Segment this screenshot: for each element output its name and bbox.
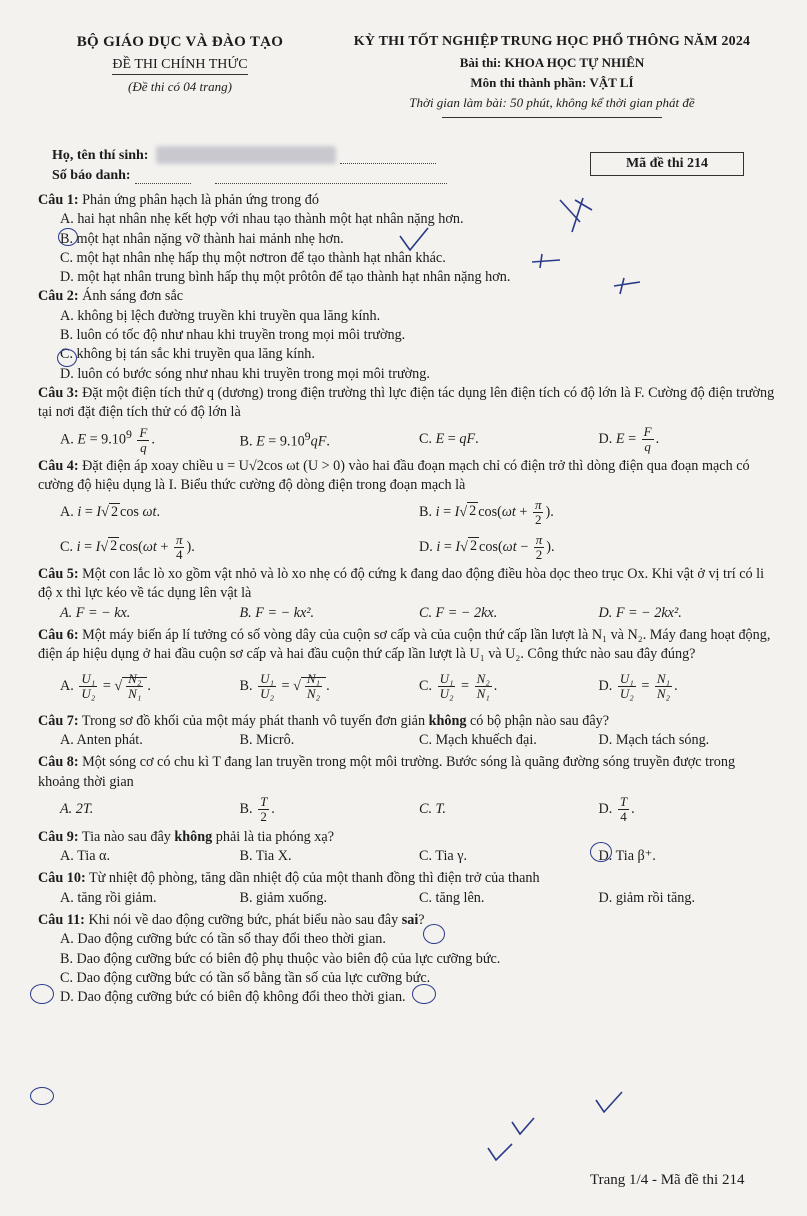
option-7d: D. Mạch tách sóng.: [598, 731, 710, 748]
check-mark-icon: [596, 1092, 622, 1112]
option-1d: D. một hạt nhân trung bình hấp thụ một prôtôn để tạo thành hạt nhân nặng hơn.: [60, 269, 511, 286]
question-number: Câu 8:: [38, 754, 79, 771]
question-text: Phản ứng phân hạch là phản ứng trong đó: [82, 192, 319, 208]
candidate-name-label: Họ, tên thí sinh:: [52, 148, 149, 163]
ministry-name: BỘ GIÁO DỤC VÀ ĐÀO TẠO: [76, 34, 284, 50]
question-4: [38, 457, 778, 496]
question-7: [38, 712, 778, 731]
official-label: ĐỀ THI CHÍNH THỨC: [112, 57, 247, 75]
option-2a: A. không bị lệch đường truyền khi truyền qua lăng kính.: [60, 307, 381, 324]
option-9b: B. Tia X.: [239, 848, 292, 865]
option-9c: C. Tia γ.: [419, 848, 468, 865]
options-4cd: [38, 529, 778, 565]
option-2d: D. luôn có bước sóng như nhau khi truyền trong mọi môi trường.: [60, 365, 430, 382]
answer-circle-9a: [30, 984, 54, 1004]
question-text-end: ?: [418, 912, 425, 929]
time-note: Thời gian làm bài: 50 phút, không kể thời gian phát đề: [409, 95, 695, 110]
question-emphasis: không: [174, 828, 213, 845]
question-number: Câu 1:: [38, 192, 79, 208]
option-8b: B. $\frac{T}{2}$ .: [239, 794, 275, 825]
question-emphasis: không: [428, 712, 467, 729]
header-right: [322, 34, 782, 118]
option-2c: C. không bị tán sắc khi truyền qua lăng kính.: [60, 346, 315, 363]
option-3b: B. $E = 9.10^9qF$.: [239, 429, 330, 450]
candidate-name-row: [52, 144, 447, 164]
question-6: [38, 626, 778, 665]
exam-code-box: Mã đề thi 214: [590, 152, 744, 176]
option-4d: D. i = I√ 2 cos(ωt − $\frac{\pi}{2}$ ).: [419, 531, 555, 562]
option-5d: D. F = − 2kx².: [598, 604, 682, 621]
option-1b: B. một hạt nhân nặng vỡ thành hai mảnh nhẹ hơn.: [60, 230, 344, 247]
pages-note: (Đề thi có 04 trang): [128, 79, 232, 94]
options-9: [38, 847, 778, 866]
check-mark-icon: [512, 1118, 534, 1134]
option-8d: D. $\frac{T}{4}$ .: [598, 794, 635, 825]
option-9a: A. Tia α.: [60, 848, 111, 865]
exam-title: KỲ THI TỐT NGHIỆP TRUNG HỌC PHỔ THÔNG NĂM 2024: [353, 34, 751, 49]
question-text-end: phải là tia phóng xạ?: [212, 828, 334, 845]
question-text: Đặt một điện tích thử q (dương) trong điện trường thì lực điện tác dụng lên điện tích có độ lớn là F. Cường độ điện trường tại nơi đặt điện tích thử có độ lớn là: [38, 384, 775, 421]
option-8a: A. 2T.: [60, 801, 94, 818]
answer-circle-2c: [57, 349, 77, 367]
answer-circle-8c: [423, 924, 445, 944]
option-5b: B. F = − kx².: [239, 604, 315, 621]
question-8: [38, 753, 778, 792]
option-9d: D. Tia β⁺.: [598, 848, 656, 865]
option-11d: D. Dao động cưỡng bức có biên độ không đổi theo thời gian.: [60, 989, 406, 1006]
option-5c: C. F = − 2kx.: [419, 604, 498, 621]
question-11: [38, 911, 778, 930]
options-4ab: [38, 495, 778, 529]
option-11b: B. Dao động cưỡng bức có biên độ phụ thuộc vào biên độ của lực cưỡng bức.: [60, 950, 501, 967]
option-4c: C. i = I√ 2 cos(ωt + $\frac{\pi}{4}$ ).: [60, 531, 195, 562]
options-5: [38, 604, 778, 623]
option-4a: A. i = I√ 2 cos ωt.: [60, 503, 161, 520]
option-1a: A. hai hạt nhân nhẹ kết hợp với nhau tạo thành một hạt nhân nặng hơn.: [60, 211, 464, 228]
questions: [38, 191, 778, 1008]
question-9: [38, 828, 778, 847]
question-number: Câu 6:: [38, 627, 79, 644]
candidate-info: [52, 144, 447, 184]
question-text: Tia nào sau đây: [81, 828, 175, 845]
question-text: Từ nhiệt độ phòng, tăng dần nhiệt độ của một thanh đồng thì điện trở của thanh: [89, 870, 540, 887]
option-3c: C. E = qF.: [419, 430, 479, 447]
id-dots-short: [135, 171, 191, 184]
option-7a: A. Anten phát.: [60, 731, 143, 748]
question-text: Một sóng cơ có chu kì T đang lan truyền trong một môi trường. Bước sóng là quãng đường sóng truyền được trong khoảng thời gian: [38, 754, 736, 790]
question-10: [38, 869, 778, 888]
question-text: Một con lắc lò xo gồm vật nhỏ và lò xo nhẹ có độ cứng k đang dao động điều hòa dọc theo trục Ox. Khi vật ở vị trí có li độ x thì lực kéo về tác dụng lên vật là: [38, 566, 765, 602]
candidate-id-row: [52, 164, 447, 184]
option-11a: A. Dao động cưỡng bức có tần số thay đổi theo thời gian.: [60, 931, 386, 948]
answer-circle-7d: [590, 842, 612, 862]
option-4b: B. i = I√ 2 cos(ωt + $\frac{\pi}{2}$ ).: [419, 496, 554, 527]
exam-part: Bài thi: KHOA HỌC TỰ NHIÊN: [459, 55, 645, 70]
option-7b: B. Micrô.: [239, 731, 295, 748]
question-number: Câu 4:: [38, 457, 79, 474]
option-8c: C. T.: [419, 801, 446, 818]
answer-circle-1b: [58, 228, 78, 246]
question-text: Ánh sáng đơn sắc: [82, 288, 184, 305]
option-3d: D. E = $\frac{F}{q}$ .: [598, 424, 660, 455]
name-dots: [340, 151, 436, 164]
question-text: Khi nói về dao động cưỡng bức, phát biểu nào sau đây: [88, 912, 402, 929]
question-text: Trong sơ đồ khối của một máy phát thanh vô tuyến đơn giản: [81, 712, 429, 729]
option-6d: D. $\frac{\text{U₁}}{\text{U₂}}$ = $\frac{\text{N₁}}{\text{N₂}}$ .: [598, 671, 678, 702]
question-number: Câu 7:: [38, 712, 79, 729]
question-number: Câu 10:: [38, 870, 86, 887]
question-number: Câu 5:: [38, 566, 79, 583]
subject: Môn thi thành phần: VẬT LÍ: [470, 75, 634, 90]
question-5: [38, 565, 778, 604]
answer-circle-9c: [412, 984, 436, 1004]
options-10: [38, 889, 778, 908]
question-number: Câu 11:: [38, 912, 85, 929]
option-1c: C. một hạt nhân nhẹ hấp thụ một nơtron để tạo thành hạt nhân khác.: [60, 249, 446, 266]
question-number: Câu 2:: [38, 288, 79, 305]
question-emphasis: sai: [401, 912, 419, 929]
question-number: Câu 9:: [38, 828, 79, 845]
redacted-name: [156, 146, 336, 164]
candidate-id-label: Số báo danh:: [52, 168, 131, 183]
question-text-end: có bộ phận nào sau đây?: [466, 712, 610, 729]
question-text: Đặt điện áp xoay chiều u = U√2cos ωt (U > 0) vào hai đầu đoạn mạch chỉ có điện trở thì dòng điện qua đoạn mạch có cường độ hiệu dụng là I. Biểu thức cường độ dòng điện trong đoạn mạch là: [38, 457, 750, 493]
option-10a: A. tăng rồi giảm.: [60, 889, 157, 906]
option-2b: B. luôn có tốc độ như nhau khi truyền trong mọi môi trường.: [60, 327, 406, 344]
header-left: [40, 34, 320, 95]
options-8: [38, 792, 778, 828]
id-dots-long: [215, 171, 447, 184]
option-7c: C. Mạch khuếch đại.: [419, 731, 537, 748]
options-6: [38, 665, 778, 709]
option-3a: A. $E = 9.10^9$ $\frac{F}{q}$ .: [60, 424, 155, 455]
question-3: [38, 384, 778, 423]
question-1: [38, 191, 778, 210]
options-3: [38, 423, 778, 457]
option-6a: A. $\frac{\text{U₁}}{\text{U₂}}$ = √ $\frac{\text{N₂}}{\text{N₁}}$ .: [60, 671, 151, 702]
answer-circle-11a: [30, 1087, 54, 1105]
option-10b: B. giảm xuống.: [239, 889, 327, 906]
option-6c: C. $\frac{\text{U₁}}{\text{U₂}}$ = $\frac{\text{N₂}}{\text{N₁}}$ .: [419, 671, 498, 702]
question-2: [38, 287, 778, 306]
header-rule: [442, 117, 662, 118]
option-11c: C. Dao động cưỡng bức có tần số bằng tần số của lực cưỡng bức.: [60, 969, 431, 986]
option-6b: B. $\frac{\text{U₁}}{\text{U₂}}$ = √ $\frac{\text{N₁}}{\text{N₂}}$ .: [239, 671, 330, 702]
question-number: Câu 3:: [38, 384, 79, 401]
option-10d: D. giảm rồi tăng.: [598, 889, 696, 906]
option-10c: C. tăng lên.: [419, 889, 485, 906]
page-footer: Trang 1/4 - Mã đề thi 214: [590, 1172, 745, 1188]
question-text: Một máy biến áp lí tưởng có số vòng dây của cuộn sơ cấp và của cuộn thứ cấp lần lượt là N₁ và N₂. Máy đang hoạt động, điện áp hiệu dụng ở hai đầu cuộn sơ cấp và hai đầu cuộn thứ cấp lần lượt là U₁ và U₂. Công thức nào sau đây đúng?: [38, 627, 771, 663]
option-5a: A. F = − kx.: [60, 604, 131, 621]
check-mark-icon: [488, 1144, 512, 1160]
options-7: [38, 731, 778, 750]
